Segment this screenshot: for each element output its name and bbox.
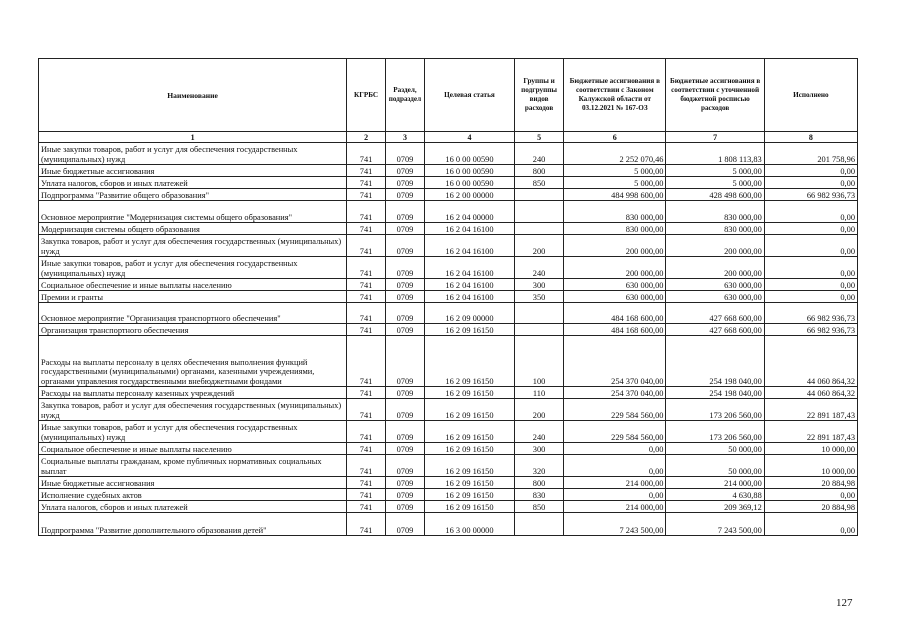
table-row [39,477,858,489]
cell-executed: 0,00 [764,165,857,177]
cell-executed: 0,00 [764,257,857,279]
cell-schedule: 630 000,00 [666,291,764,303]
cell-executed: 0,00 [764,223,857,235]
cell-group: 850 [515,177,564,189]
cell-section: 0709 [386,443,425,455]
cell-schedule: 254 198 040,00 [666,336,764,387]
cell-law: 7 243 500,00 [564,513,666,536]
cell-executed: 66 982 936,73 [764,324,857,336]
cell-group: 850 [515,501,564,513]
cell-target: 16 3 00 00000 [424,513,514,536]
cell-target: 16 2 09 16150 [424,399,514,421]
cell-group [515,303,564,324]
cell-name: Иные бюджетные ассигнования [39,165,347,177]
cell-schedule: 630 000,00 [666,279,764,291]
cell-schedule: 830 000,00 [666,201,764,223]
cell-executed: 20 884,98 [764,477,857,489]
cell-name: Социальное обеспечение и иные выплаты населению [39,279,347,291]
cell-group: 300 [515,443,564,455]
cell-section: 0709 [386,324,425,336]
cell-executed: 22 891 187,43 [764,399,857,421]
cell-group: 320 [515,455,564,477]
cell-law: 5 000,00 [564,177,666,189]
table-body [39,143,858,536]
cell-executed: 10 000,00 [764,443,857,455]
cell-law: 484 168 600,00 [564,303,666,324]
column-number: 2 [347,132,386,143]
table-row [39,189,858,201]
cell-section: 0709 [386,177,425,189]
cell-target: 16 2 09 16150 [424,443,514,455]
cell-group: 100 [515,336,564,387]
header-section: Раздел, подраздел [386,59,425,132]
cell-schedule: 4 630,88 [666,489,764,501]
cell-name: Социальное обеспечение и иные выплаты населению [39,443,347,455]
header-groups: Группы и подгруппы видов расходов [515,59,564,132]
table-row [39,336,858,387]
cell-target: 16 2 04 16100 [424,235,514,257]
header-schedule: Бюджетные ассигнования в соответствии с уточненной бюджетной росписью расходов [666,59,764,132]
table-row [39,257,858,279]
cell-group: 200 [515,399,564,421]
cell-group [515,324,564,336]
cell-kgrbs: 741 [347,387,386,399]
cell-group [515,189,564,201]
cell-section: 0709 [386,501,425,513]
cell-section: 0709 [386,513,425,536]
cell-name: Организация транспортного обеспечения [39,324,347,336]
cell-name: Исполнение судебных актов [39,489,347,501]
cell-target: 16 2 04 16100 [424,223,514,235]
cell-kgrbs: 741 [347,189,386,201]
cell-executed: 0,00 [764,291,857,303]
cell-kgrbs: 741 [347,399,386,421]
cell-law: 229 584 560,00 [564,421,666,443]
cell-group [515,201,564,223]
cell-executed: 0,00 [764,279,857,291]
cell-target: 16 2 04 16100 [424,257,514,279]
table-row [39,291,858,303]
cell-name: Расходы на выплаты персоналу казенных учреждений [39,387,347,399]
cell-law: 254 370 040,00 [564,336,666,387]
cell-section: 0709 [386,235,425,257]
cell-law: 484 168 600,00 [564,324,666,336]
cell-section: 0709 [386,223,425,235]
table-row [39,235,858,257]
budget-table [38,58,858,536]
cell-section: 0709 [386,201,425,223]
cell-schedule: 428 498 600,00 [666,189,764,201]
cell-section: 0709 [386,303,425,324]
cell-target: 16 0 00 00590 [424,143,514,165]
cell-law: 5 000,00 [564,165,666,177]
cell-kgrbs: 741 [347,223,386,235]
cell-kgrbs: 741 [347,513,386,536]
cell-target: 16 2 09 16150 [424,387,514,399]
cell-schedule: 173 206 560,00 [666,421,764,443]
cell-kgrbs: 741 [347,235,386,257]
cell-name: Модернизация системы общего образования [39,223,347,235]
column-number: 7 [666,132,764,143]
cell-section: 0709 [386,279,425,291]
cell-name: Социальные выплаты гражданам, кроме публичных нормативных социальных выплат [39,455,347,477]
cell-law: 214 000,00 [564,501,666,513]
cell-section: 0709 [386,455,425,477]
table-row [39,143,858,165]
cell-executed: 0,00 [764,489,857,501]
cell-name: Подпрограмма "Развитие дополнительного образования детей" [39,513,347,536]
header-kgrbs: КГРБС [347,59,386,132]
cell-executed: 10 000,00 [764,455,857,477]
cell-kgrbs: 741 [347,336,386,387]
cell-group: 350 [515,291,564,303]
cell-kgrbs: 741 [347,177,386,189]
cell-kgrbs: 741 [347,291,386,303]
cell-executed: 44 060 864,32 [764,387,857,399]
column-number: 8 [764,132,857,143]
cell-target: 16 2 04 16100 [424,279,514,291]
cell-schedule: 830 000,00 [666,223,764,235]
cell-group: 200 [515,235,564,257]
cell-law: 0,00 [564,489,666,501]
cell-kgrbs: 741 [347,489,386,501]
cell-section: 0709 [386,165,425,177]
cell-kgrbs: 741 [347,279,386,291]
cell-group: 240 [515,421,564,443]
cell-kgrbs: 741 [347,165,386,177]
cell-kgrbs: 741 [347,201,386,223]
cell-section: 0709 [386,477,425,489]
header-name: Наименование [39,59,347,132]
column-number: 5 [515,132,564,143]
cell-target: 16 2 09 16150 [424,501,514,513]
cell-law: 830 000,00 [564,201,666,223]
cell-law: 229 584 560,00 [564,399,666,421]
cell-name: Уплата налогов, сборов и иных платежей [39,501,347,513]
cell-schedule: 5 000,00 [666,177,764,189]
cell-kgrbs: 741 [347,303,386,324]
header-target: Целевая статья [424,59,514,132]
cell-name: Подпрограмма "Развитие общего образования" [39,189,347,201]
table-row [39,513,858,536]
cell-name: Премии и гранты [39,291,347,303]
cell-group: 240 [515,257,564,279]
header-row [39,59,858,132]
cell-target: 16 2 09 00000 [424,303,514,324]
table-row [39,279,858,291]
table-row [39,501,858,513]
cell-law: 200 000,00 [564,235,666,257]
table-row [39,455,858,477]
cell-schedule: 5 000,00 [666,165,764,177]
cell-target: 16 2 09 16150 [424,336,514,387]
cell-section: 0709 [386,336,425,387]
cell-schedule: 200 000,00 [666,257,764,279]
cell-section: 0709 [386,489,425,501]
table-row [39,489,858,501]
cell-law: 484 998 600,00 [564,189,666,201]
table-row [39,177,858,189]
cell-name: Закупка товаров, работ и услуг для обеспечения государственных (муниципальных) нужд [39,235,347,257]
cell-law: 2 252 070,46 [564,143,666,165]
cell-section: 0709 [386,257,425,279]
cell-section: 0709 [386,399,425,421]
cell-law: 630 000,00 [564,279,666,291]
cell-executed: 20 884,98 [764,501,857,513]
table-row [39,387,858,399]
cell-law: 0,00 [564,443,666,455]
cell-section: 0709 [386,387,425,399]
cell-section: 0709 [386,143,425,165]
cell-kgrbs: 741 [347,421,386,443]
cell-schedule: 1 808 113,83 [666,143,764,165]
cell-group [515,223,564,235]
cell-schedule: 209 369,12 [666,501,764,513]
cell-schedule: 254 198 040,00 [666,387,764,399]
cell-group: 110 [515,387,564,399]
cell-schedule: 7 243 500,00 [666,513,764,536]
column-number: 6 [564,132,666,143]
cell-law: 630 000,00 [564,291,666,303]
cell-executed: 44 060 864,32 [764,336,857,387]
cell-group: 830 [515,489,564,501]
table-row [39,223,858,235]
column-number: 4 [424,132,514,143]
table-row [39,324,858,336]
cell-law: 830 000,00 [564,223,666,235]
header-executed: Исполнено [764,59,857,132]
cell-target: 16 2 09 16150 [424,489,514,501]
cell-group: 300 [515,279,564,291]
cell-group: 240 [515,143,564,165]
cell-executed: 0,00 [764,177,857,189]
cell-schedule: 214 000,00 [666,477,764,489]
cell-kgrbs: 741 [347,443,386,455]
cell-target: 16 0 00 00590 [424,165,514,177]
cell-target: 16 2 04 16100 [424,291,514,303]
cell-schedule: 50 000,00 [666,443,764,455]
page-number: 127 [836,597,853,609]
cell-law: 214 000,00 [564,477,666,489]
cell-schedule: 427 668 600,00 [666,303,764,324]
cell-name: Иные закупки товаров, работ и услуг для обеспечения государственных (муниципальных) нужд [39,421,347,443]
cell-target: 16 2 04 00000 [424,201,514,223]
table-row [39,201,858,223]
column-number-row [39,132,858,143]
cell-kgrbs: 741 [347,143,386,165]
cell-target: 16 2 09 16150 [424,421,514,443]
cell-group: 800 [515,477,564,489]
cell-executed: 22 891 187,43 [764,421,857,443]
cell-name: Иные закупки товаров, работ и услуг для обеспечения государственных (муниципальных) нужд [39,257,347,279]
column-number: 3 [386,132,425,143]
cell-name: Закупка товаров, работ и услуг для обеспечения государственных (муниципальных) нужд [39,399,347,421]
cell-schedule: 173 206 560,00 [666,399,764,421]
cell-schedule: 50 000,00 [666,455,764,477]
table-row [39,421,858,443]
cell-group [515,513,564,536]
table-row [39,443,858,455]
cell-executed: 66 982 936,73 [764,303,857,324]
cell-name: Иные закупки товаров, работ и услуг для обеспечения государственных (муниципальных) нужд [39,143,347,165]
cell-kgrbs: 741 [347,477,386,489]
table-row [39,165,858,177]
table-row [39,399,858,421]
cell-name: Расходы на выплаты персоналу в целях обеспечения выполнения функций государственными (муниципальными) органами, казенными учреждениями, органами управления государственными внебюджетными фондами [39,336,347,387]
cell-target: 16 2 09 16150 [424,324,514,336]
cell-kgrbs: 741 [347,324,386,336]
cell-kgrbs: 741 [347,455,386,477]
cell-group: 800 [515,165,564,177]
cell-target: 16 0 00 00590 [424,177,514,189]
cell-executed: 201 758,96 [764,143,857,165]
cell-kgrbs: 741 [347,257,386,279]
cell-section: 0709 [386,189,425,201]
cell-schedule: 200 000,00 [666,235,764,257]
cell-executed: 0,00 [764,513,857,536]
cell-name: Иные бюджетные ассигнования [39,477,347,489]
cell-name: Уплата налогов, сборов и иных платежей [39,177,347,189]
cell-target: 16 2 09 16150 [424,455,514,477]
cell-name: Основное мероприятие "Модернизация системы общего образования" [39,201,347,223]
cell-executed: 66 982 936,73 [764,189,857,201]
cell-name: Основное мероприятие "Организация транспортного обеспечения" [39,303,347,324]
column-number: 1 [39,132,347,143]
cell-law: 200 000,00 [564,257,666,279]
cell-executed: 0,00 [764,235,857,257]
cell-target: 16 2 09 16150 [424,477,514,489]
header-law: Бюджетные ассигнования в соответствии с Законом Калужской области от 03.12.2021 № 167-ОЗ [564,59,666,132]
cell-section: 0709 [386,291,425,303]
cell-kgrbs: 741 [347,501,386,513]
cell-target: 16 2 00 00000 [424,189,514,201]
cell-law: 0,00 [564,455,666,477]
cell-section: 0709 [386,421,425,443]
cell-executed: 0,00 [764,201,857,223]
table-row [39,303,858,324]
cell-law: 254 370 040,00 [564,387,666,399]
cell-schedule: 427 668 600,00 [666,324,764,336]
